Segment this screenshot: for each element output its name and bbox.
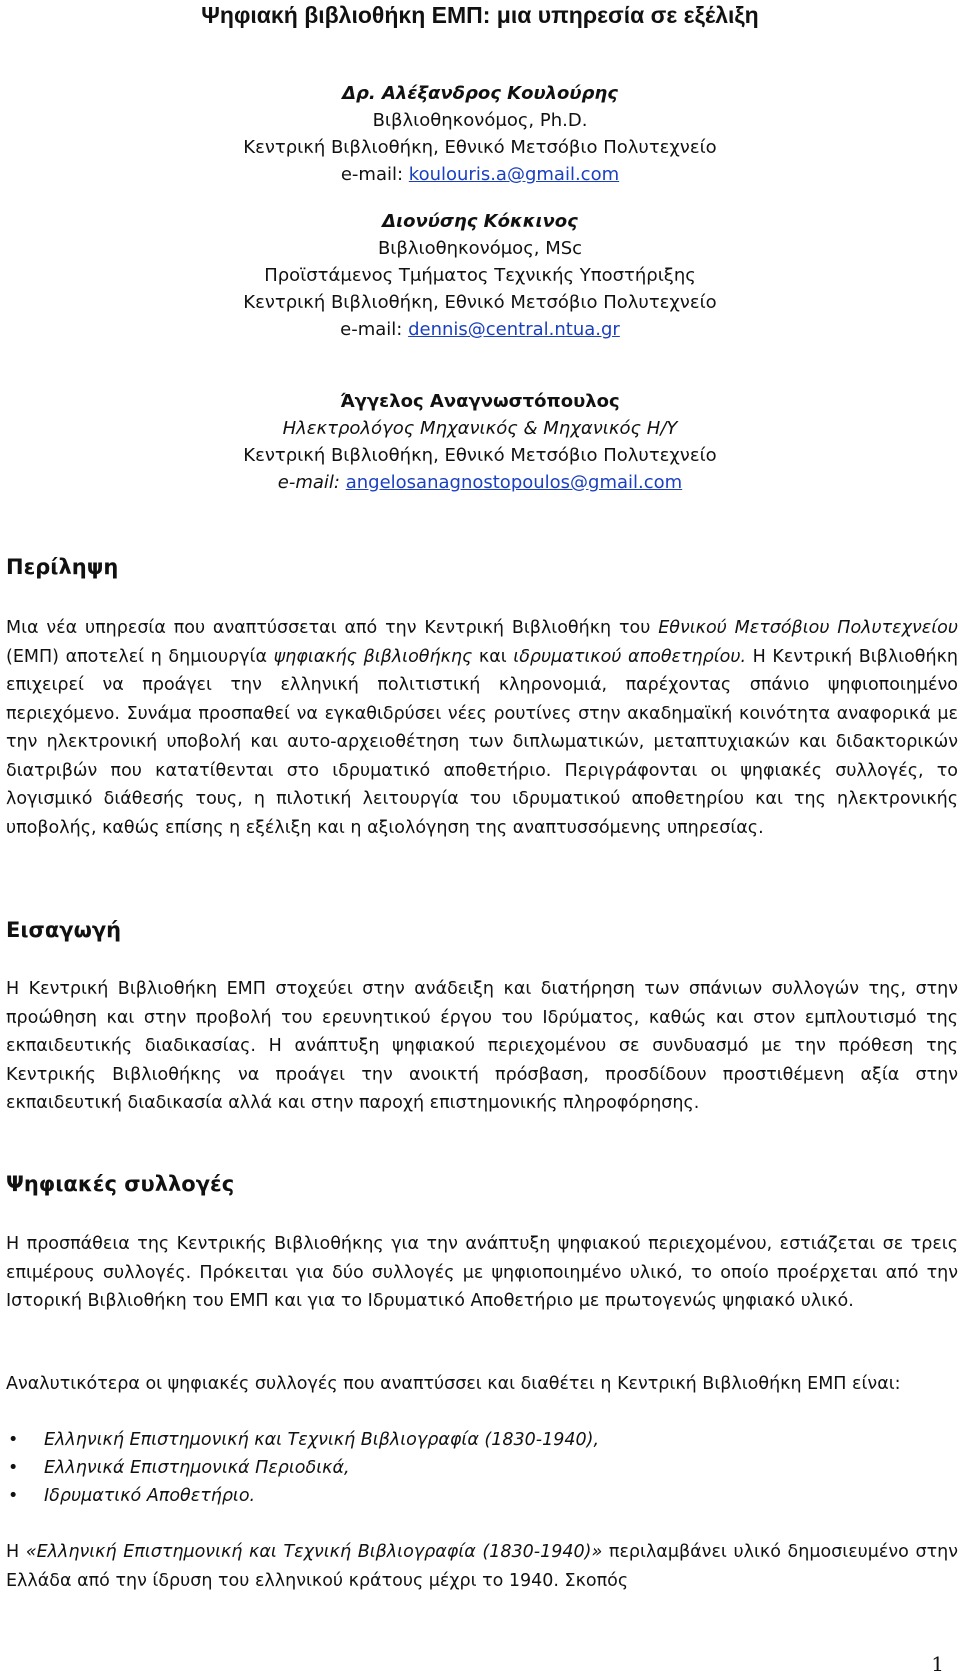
author-email-link[interactable]: koulouris.a@gmail.com: [408, 164, 620, 185]
author-block-2: [0, 208, 960, 343]
author-email-link[interactable]: dennis@central.ntua.gr: [408, 319, 620, 340]
bullet-glyph: •: [8, 1458, 19, 1478]
list-item-text: Ελληνική Επιστημονική και Τεχνική Βιβλιογραφία (1830-1940),: [44, 1430, 600, 1450]
page-number: 1: [931, 1652, 944, 1676]
author-email-line: [0, 316, 960, 343]
author-name: Άγγελος Αναγνωστόπουλος: [340, 391, 620, 412]
author-name: Διονύσης Κόκκινος: [382, 211, 578, 232]
list-item: [6, 1454, 906, 1482]
email-label: e-mail:: [340, 164, 404, 185]
author-email-line: [0, 161, 960, 188]
list-item: [6, 1426, 906, 1454]
abstract-text: (ΕΜΠ) αποτελεί η δημιουργία: [6, 646, 274, 667]
abstract-emphasis: ιδρυματικού αποθετηρίου.: [513, 646, 747, 667]
bullet-glyph: •: [8, 1430, 19, 1450]
author-role: Ηλεκτρολόγος Μηχανικός & Μηχανικός Η/Υ: [282, 418, 678, 439]
abstract-paragraph: [6, 614, 958, 842]
abstract-heading: Περίληψη: [6, 555, 119, 579]
author-role: Βιβλιοθηκονόμος, Ph.D.: [372, 110, 588, 131]
abstract-emphasis: Εθνικού Μετσόβιου Πολυτεχνείου: [658, 618, 958, 638]
author-role: Βιβλιοθηκονόμος, MSc: [377, 238, 583, 259]
collections-list: [6, 1426, 906, 1510]
author-block-1: [0, 80, 960, 188]
list-item-text: Ιδρυματικό Αποθετήριο.: [44, 1486, 256, 1506]
author-affiliation: Κεντρική Βιβλιοθήκη, Εθνικό Μετσόβιο Πολυτεχνείο: [243, 445, 717, 466]
abstract-text: Μια νέα υπηρεσία που αναπτύσσεται από την Κεντρική Βιβλιοθήκη του: [6, 618, 659, 638]
author-email-link[interactable]: angelosanagnostopoulos@gmail.com: [345, 472, 683, 493]
collections-heading: Ψηφιακές συλλογές: [6, 1172, 235, 1196]
author-email-line: [0, 469, 960, 496]
document-title: Ψηφιακή βιβλιοθήκη ΕΜΠ: μια υπηρεσία σε εξέλιξη: [201, 2, 759, 28]
author-affiliation: Κεντρική Βιβλιοθήκη, Εθνικό Μετσόβιο Πολυτεχνείο: [243, 292, 717, 313]
author-affiliation: Κεντρική Βιβλιοθήκη, Εθνικό Μετσόβιο Πολυτεχνείο: [243, 137, 717, 158]
paragraph-text: Η: [6, 1542, 26, 1562]
list-item: [6, 1482, 906, 1510]
collections-paragraph-3: [6, 1538, 958, 1595]
author-name: Δρ. Αλέξανδρος Κουλούρης: [342, 83, 618, 104]
email-label: e-mail:: [340, 319, 403, 340]
author-position: Προϊστάμενος Τμήματος Τεχνικής Υποστήριξης: [264, 265, 696, 286]
abstract-text: και: [472, 646, 514, 667]
list-item-text: Ελληνικά Επιστημονικά Περιοδικά,: [44, 1458, 350, 1478]
intro-paragraph: Η Κεντρική Βιβλιοθήκη ΕΜΠ στοχεύει στην ανάδειξη και διατήρηση των σπάνιων συλλογών της, στην προώθηση και στην προβολή του ερευνητικού έργου του Ιδρύματος, καθώς και στον εμπλουτισμό της εκπαιδευτικής διαδικασίας. Η ανάπτυξη ψηφιακού περιεχομένου σε συνδυασμό με την πρόθεση της Κεντρικής Βιβλιοθήκης να προάγει την ανοικτή πρόσβαση, προσδίδουν προστιθέμενη αξία στην εκπαιδευτική διαδικασία αλλά και στην παροχή επιστημονικής πληροφόρησης.: [6, 979, 958, 1113]
abstract-text: Η Κεντρική Βιβλιοθήκη επιχειρεί να προάγει την ελληνική πολιτιστική κληρονομιά, παρέχοντας σπάνιο ψηφιοποιημένο περιεχόμενο. Συνάμα προσπαθεί να εγκαθιδρύσει νέες ρουτίνες στην ακαδημαϊκή κοινότητα αναφορικά με την ηλεκτρονική υποβολή και αυτο-αρχειοθέτηση των διπλωματικών, μεταπτυχιακών και διδακτορικών διατριβών που κατατίθενται στο ιδρυματικό αποθετήριο. Περιγράφονται οι ψηφιακές συλλογές, το λογισμικό διάθεσής τους, η πιλοτική λειτουργία του ιδρυματικού αποθετηρίου και της ηλεκτρονικής υποβολής, καθώς επίσης η εξέλιξη και η αξιολόγηση της αναπτυσσόμενης υπηρεσίας.: [6, 646, 959, 838]
author-block-3: [0, 388, 960, 496]
email-label: e-mail:: [277, 472, 340, 493]
intro-heading: Εισαγωγή: [6, 918, 122, 942]
abstract-emphasis: ψηφιακής βιβλιοθήκης: [273, 646, 473, 667]
paragraph-emphasis: «Ελληνική Επιστημονική και Τεχνική Βιβλιογραφία (1830-1940)»: [25, 1542, 603, 1562]
bullet-glyph: •: [8, 1486, 19, 1506]
collections-paragraph-2: Αναλυτικότερα οι ψηφιακές συλλογές που αναπτύσσει και διαθέτει η Κεντρική Βιβλιοθήκη ΕΜΠ είναι:: [6, 1374, 901, 1394]
paragraph-text: περιλαμβάνει υλικό δημοσιευμένο στην Ελλάδα από την ίδρυση του ελληνικού κράτους μέχρι το 1940. Σκοπός: [6, 1542, 958, 1591]
collections-paragraph-1: Η προσπάθεια της Κεντρικής Βιβλιοθήκης για την ανάπτυξη ψηφιακού περιεχομένου, εστιάζεται σε τρεις επιμέρους συλλογές. Πρόκειται για δύο συλλογές με ψηφιοποιημένο υλικό, το οποίο προέρχεται από την Ιστορική Βιβλιοθήκη του ΕΜΠ και για το Ιδρυματικό Αποθετήριο με πρωτογενώς ψηφιακό υλικό.: [6, 1234, 958, 1311]
